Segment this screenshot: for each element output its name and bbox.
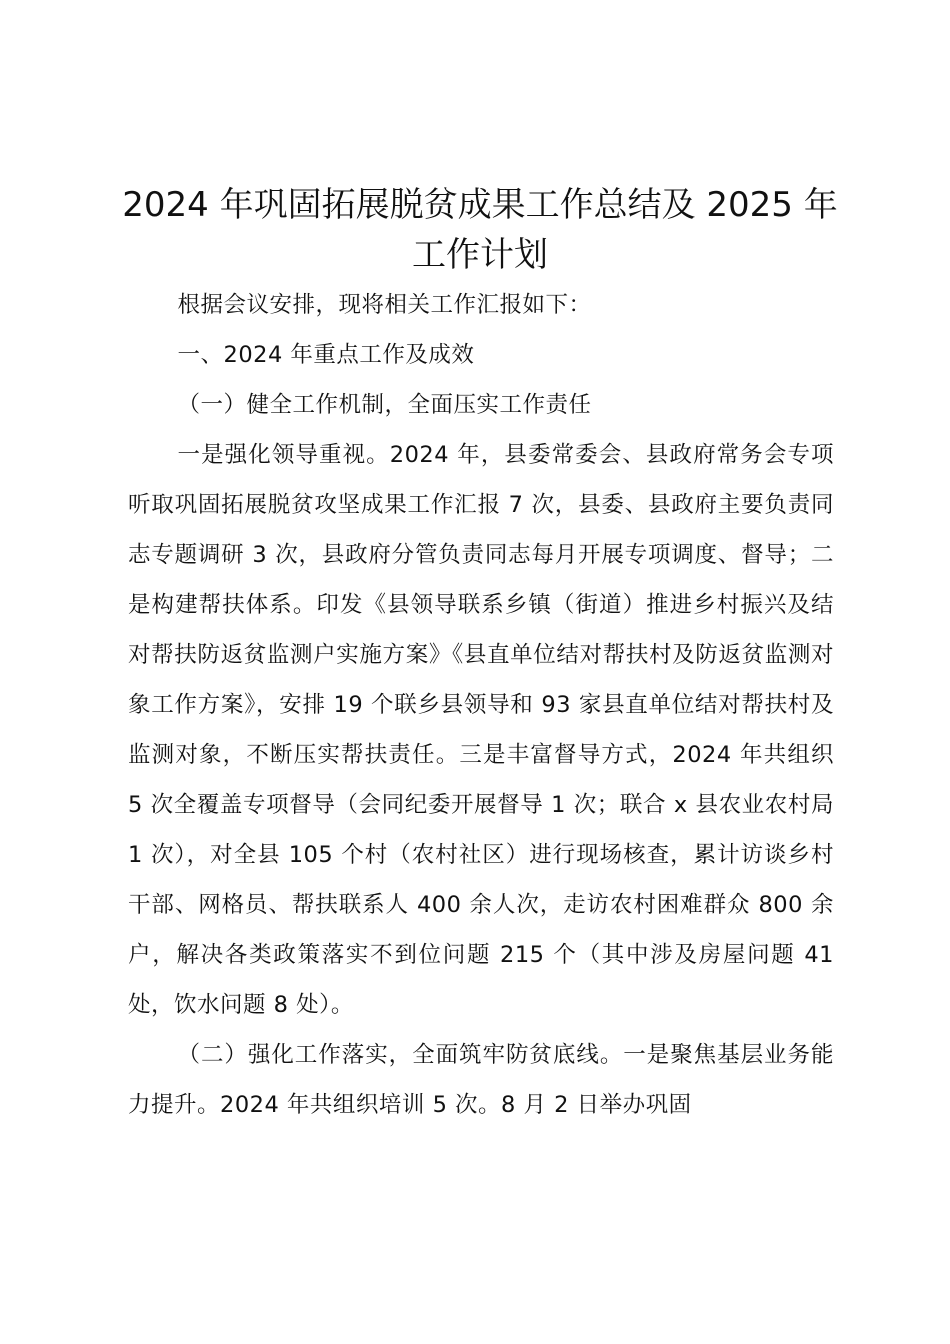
- document-title: 2024 年巩固拓展脱贫成果工作总结及 2025 年工作计划: [122, 185, 838, 275]
- body-paragraph-2: （二）强化工作落实，全面筑牢防贫底线。一是聚焦基层业务能力提升。2024 年共组织培训 5 次。8 月 2 日举办巩固: [128, 1042, 834, 1118]
- document-body: [128, 280, 834, 1130]
- subsection-heading-1: （一）健全工作机制，全面压实工作责任: [177, 392, 592, 418]
- section-heading-1: 一、2024 年重点工作及成效: [177, 342, 475, 368]
- body-paragraph-1: 一是强化领导重视。2024 年，县委常委会、县政府常务会专项听取巩固拓展脱贫攻坚成果工作汇报 7 次，县委、县政府主要负责同志专题调研 3 次，县政府分管负责同志每月开展专项调度、督导；二是构建帮扶体系。印发《县领导联系乡镇（街道）推进乡村振兴及结对帮扶防返贫监测户实施方案》《县直单位结对帮扶村及防返贫监测对象工作方案》，安排 19 个联乡县领导和 93 家县直单位结对帮扶村及监测对象，不断压实帮扶责任。三是丰富督导方式，2024 年共组织 5 次全覆盖专项督导（会同纪委开展督导 1 次；联合 x 县农业农村局 1 次），对全县 105 个村（农村社区）进行现场核查，累计访谈乡村干部、网格员、帮扶联系人 400 余人次，走访农村困难群众 800 余户，解决各类政策落实不到位问题 215 个（其中涉及房屋问题 41 处，饮水问题 8 处）。: [128, 442, 834, 1018]
- intro-paragraph: 根据会议安排，现将相关工作汇报如下：: [177, 292, 592, 318]
